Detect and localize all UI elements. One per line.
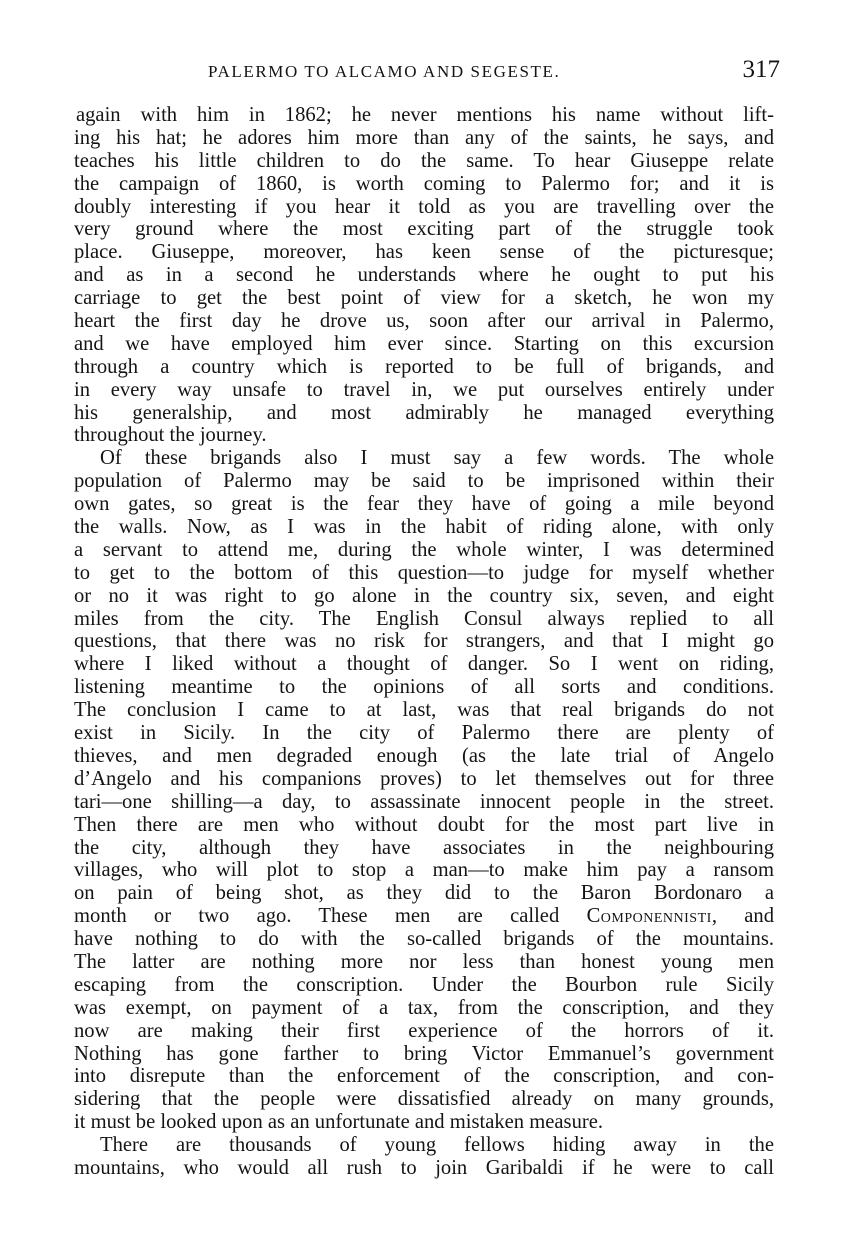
text-line: questions, that there was no risk for strangers, and that I might go [74,630,774,653]
text-line: in every way unsafe to travel in, we put ourselves entirely under [74,378,774,401]
text-line: ing his hat; he adores him more than any of the saints, he says, and [74,126,774,149]
text-line: now are making their first experience of the horrors of it. [74,1019,774,1042]
text-line: very ground where the most exciting part of the struggle took [74,218,774,241]
text-line: where I liked without a thought of danger. So I went on riding, [74,653,774,676]
running-head [74,56,780,86]
text-line: heart the first day he drove us, soon after our arrival in Palermo, [74,310,774,333]
text-line: doubly interesting if you hear it told as you are travelling over the [74,195,774,218]
text-line: the campaign of 1860, is worth coming to Palermo for; and it is [74,172,774,195]
term-componennisti: Componennisti [586,905,712,928]
text-line: the walls. Now, as I was in the habit of riding alone, with only [74,516,774,539]
text-line: The latter are nothing more nor less than honest young men [74,950,774,973]
text-line: teaches his little children to do the same. To hear Giuseppe relate [74,149,774,172]
paragraph-start-line: Of these brigands also I must say a few words. The whole [100,447,774,470]
text-line: a servant to attend me, during the whole winter, I was determined [74,538,774,561]
text-line: his generalship, and most admirably he managed everything [74,401,774,424]
text-line: and as in a second he understands where he ought to put his [74,264,774,287]
text-line: d’Angelo and his companions proves) to let themselves out for three [74,767,774,790]
text-line: villages, who will plot to stop a man—to make him pay a ransom [74,859,774,882]
text-line: sidering that the people were dissatisfied already on many grounds, [74,1088,774,1111]
text-line: was exempt, on payment of a tax, from the conscription, and they [74,996,774,1019]
text-line: place. Giuseppe, moreover, has keen sense of the picturesque; [74,241,774,264]
text-line: to get to the bottom of this question—to judge for myself whether [74,561,774,584]
text-line: and we have employed him ever since. Starting on this excursion [74,332,774,355]
text-line-with-term [74,905,774,928]
text-line: tari—one shilling—a day, to assassinate innocent people in the street. [74,790,774,813]
text-line: into disrepute than the enforcement of the conscription, and con- [74,1065,774,1088]
running-title: PALERMO TO ALCAMO AND SEGESTE. [208,62,561,81]
text-line: the city, although they have associates in the neighbouring [74,836,774,859]
text-line: Nothing has gone farther to bring Victor Emmanuel’s government [74,1042,774,1065]
text-line: have nothing to do with the so-called brigands of the mountains. [74,928,774,951]
text-line: The conclusion I came to at last, was that real brigands do not [74,699,774,722]
text-line: or no it was right to go alone in the country six, seven, and eight [74,584,774,607]
text-line: thieves, and men degraded enough (as the late trial of Angelo [74,744,774,767]
text-line: exist in Sicily. In the city of Palermo there are plenty of [74,722,774,745]
text-line: carriage to get the best point of view for a sketch, he won my [74,287,774,310]
text-line: again with him in 1862; he never mentions his name without lift- [76,104,774,126]
text-line: own gates, so great is the fear they have of going a mile beyond [74,493,774,516]
text-line: miles from the city. The English Consul always replied to all [74,607,774,630]
text-line: population of Palermo may be said to be imprisoned within their [74,470,774,493]
text-line: listening meantime to the opinions of all sorts and conditions. [74,676,774,699]
paragraph-start-line: There are thousands of young fellows hiding away in the [100,1134,774,1157]
line-tail: , and [711,905,774,928]
line-text: month or two ago. These men are called [74,905,587,928]
body-text [74,104,774,1180]
text-line: Then there are men who without doubt for the most part live in [74,813,774,836]
text-line: through a country which is reported to be full of brigands, and [74,355,774,378]
text-line: on pain of being shot, as they did to the Baron Bordonaro a [74,882,774,905]
text-line: it must be looked upon as an unfortunate and mistaken measure. [74,1111,604,1134]
text-line: throughout the journey. [74,424,267,447]
page-number: 317 [742,56,780,83]
text-line: escaping from the conscription. Under the Bourbon rule Sicily [74,973,774,996]
text-line: mountains, who would all rush to join Garibaldi if he were to call [74,1156,774,1179]
